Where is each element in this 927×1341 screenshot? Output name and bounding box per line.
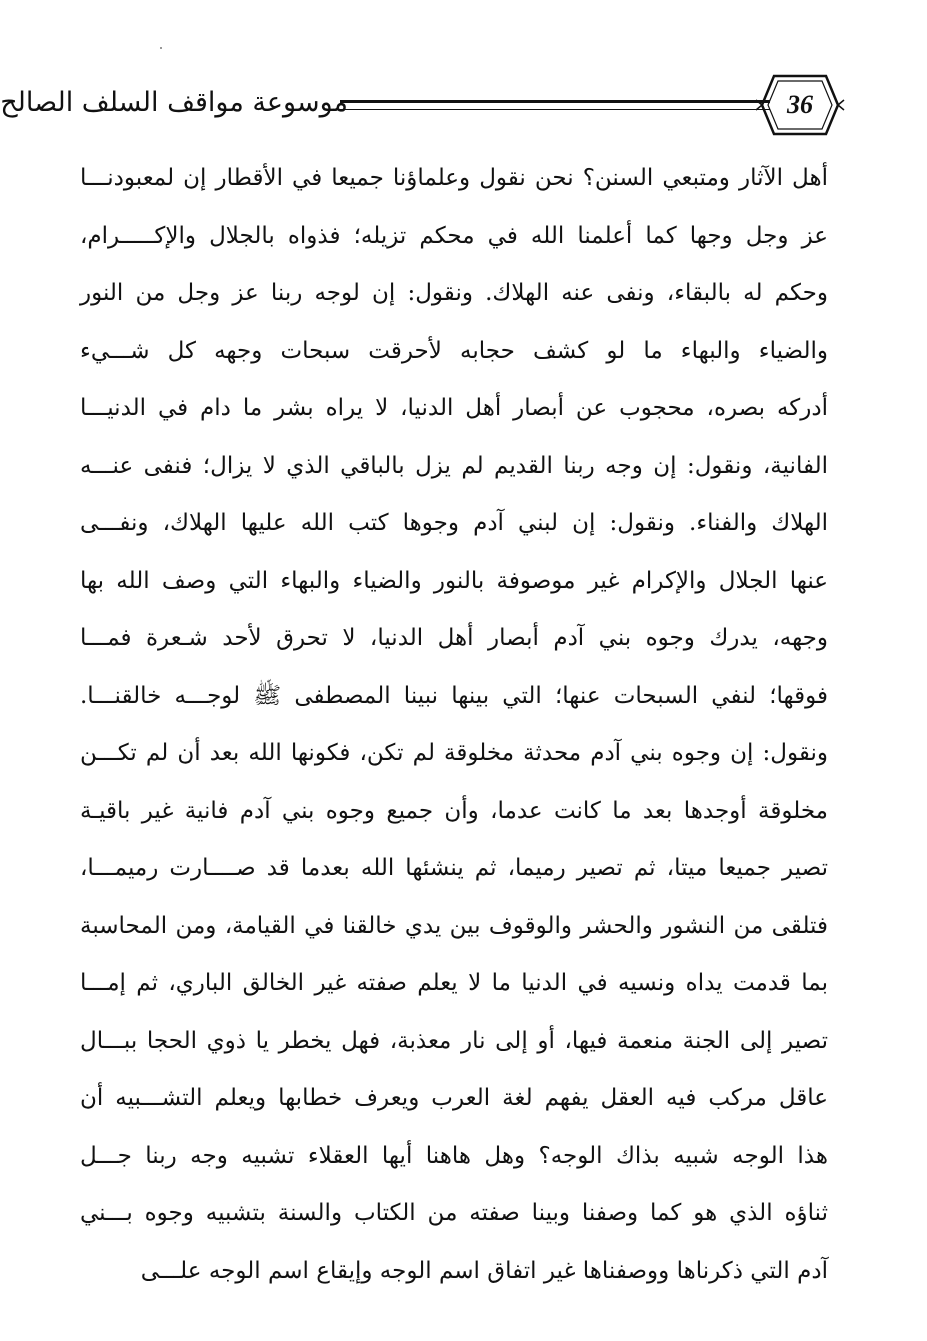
- text-line: أدركه بصره، محجوب عن أبصار أهل الدنيا، لا يراه بشر ما دام في الدنيـــا: [80, 395, 828, 421]
- scan-speck: [160, 47, 162, 49]
- text-line: ونقول: إن وجوه بني آدم محدثة مخلوقة لم تكن، فكونها الله بعد أن لم تكـــن: [80, 740, 828, 766]
- text-line: وحكم له بالبقاء، ونفى عنه الهلاك. ونقول: إن لوجه ربنا عز وجل من النور: [80, 280, 828, 306]
- text-line: عاقل مركب فيه العقل يفهم لغة العرب ويعرف خطابها ويعلم التشـــبيه أن: [80, 1085, 828, 1111]
- text-line: الهلاك والفناء. ونقول: إن لبني آدم وجوها كتب الله عليها الهلاك، ونفـــى: [80, 510, 828, 536]
- text-line: فوقها؛ لنفي السبحات عنها؛ التي بينها نبينا المصطفى ﷺ لوجـــه خالقنـــا.: [80, 682, 828, 709]
- text-line: عز وجل وجها كما أعلمنا الله في محكم تزيله؛ فذواه بالجلال والإكـــــرام،: [80, 222, 828, 249]
- text-line: مخلوقة أوجدها بعد ما كانت عدما، وأن جميع وجوه بني آدم فانية غير باقيـة: [80, 797, 828, 824]
- text-line: عنها الجلال والإكرام غير موصوفة بالنور والضياء والبهاء التي وصف الله بها: [80, 567, 829, 594]
- text-line: والضياء والبهاء ما لو كشف حجابه لأحرقت سبحات وجهه كل شـــيء: [80, 337, 828, 364]
- page-number-badge: [760, 72, 840, 138]
- text-line: تصير إلى الجنة منعمة فيها، أو إلى نار معذبة، فهل يخطر يا ذوي الحجا ببـــال: [80, 1027, 828, 1054]
- running-title: موسوعة مواقف السلف الصالح: [0, 87, 348, 118]
- body-text: [80, 150, 828, 1300]
- text-line: وجهه، يدرك وجوه بني آدم أبصار أهل الدنيا، لا تحرق لأحد شـعرة فمـــا: [80, 625, 828, 651]
- page-header: [0, 72, 836, 142]
- header-rule: [340, 100, 770, 110]
- text-line: فتلقى من النشور والحشر والوقوف بين يدي خالقنا في القيامة، ومن المحاسبة: [80, 912, 828, 939]
- text-line: ثناؤه الذي هو كما وصفنا وبينا صفته من الكتاب والسنة بتشبيه وجوه بـــني: [80, 1200, 828, 1226]
- text-line: هذا الوجه شبيه بذاك الوجه؟ وهل هاهنا أيها العقلاء تشبيه وجه ربنا جـــل: [80, 1142, 828, 1169]
- text-line: الفانية، ونقول: إن وجه ربنا القديم لم يزل بالباقي الذي لا يزال؛ فنفى عنـــه: [80, 452, 828, 479]
- page-number: 36: [787, 90, 813, 119]
- text-line: تصير جميعا ميتا، ثم تصير رميما، ثم ينشئها الله بعدما قد صــــارت رميمـــا،: [80, 855, 828, 881]
- text-line: أهل الآثار ومتبعي السنن؟ نحن نقول وعلماؤنا جميعا في الأقطار إن لمعبودنـــا: [80, 165, 828, 191]
- text-line: آدم التي ذكرناها ووصفناها غير اتفاق اسم الوجه وإيقاع اسم الوجه علـــى: [140, 1257, 828, 1284]
- text-line: بما قدمت يداه ونسيه في الدنيا ما لا يعلم صفته غير الخالق الباري، ثم إمـــا: [80, 970, 828, 996]
